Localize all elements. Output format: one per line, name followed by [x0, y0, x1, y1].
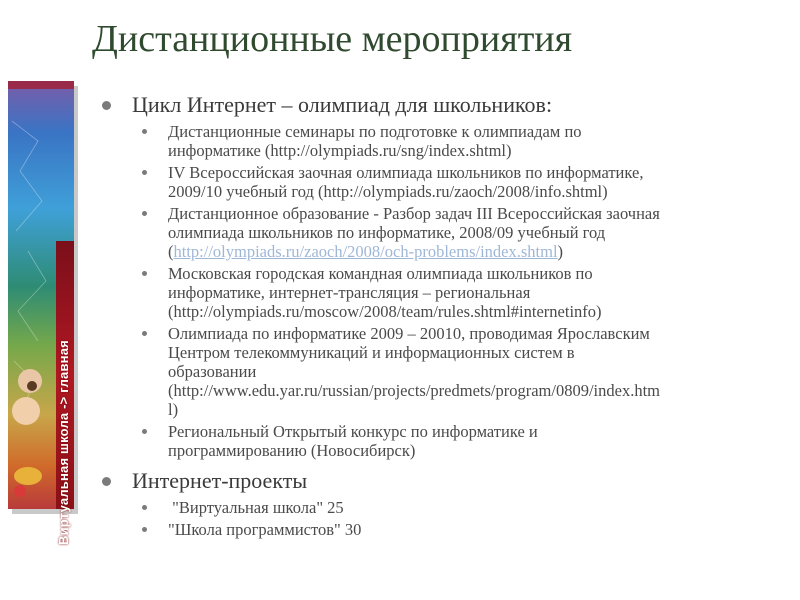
list-item: "Виртуальная школа" 25 — [140, 498, 782, 517]
och-problems-link[interactable]: http://olympiads.ru/zaoch/2008/och-problems/index.shtml — [173, 242, 558, 261]
section-heading: Цикл Интернет – олимпиад для школьников: — [132, 92, 553, 117]
page-title: Дистанционные мероприятия — [92, 18, 573, 60]
list-item: Дистанционные семинары по подготовке к олимпиадам по информатике (http://olympiads.ru/sng/index.shtml) — [140, 122, 782, 160]
olympiads-list — [140, 122, 782, 460]
sub-bullet-icon — [142, 505, 147, 510]
list-item: "Школа программистов" 30 — [140, 520, 782, 539]
banner-caption[interactable]: Виртуальная школа -> главная — [56, 340, 71, 545]
sub-bullet-icon — [142, 271, 147, 276]
list-item: Олимпиада по информатике 2009 – 20010, проводимая Ярославским Центром телекоммуникаций и информационных систем в образовании (http://www.edu.yar.ru/russian/projects/predmets/program/0809/index.htm l) — [140, 324, 782, 419]
projects-list — [140, 498, 782, 539]
section-olympiads — [102, 92, 782, 118]
sub-bullet-icon — [142, 331, 147, 336]
sub-bullet-icon — [142, 170, 147, 175]
list-item: IV Всероссийская заочная олимпиада школьников по информатике, 2009/10 учебный год (http://olympiads.ru/zaoch/2008/info.shtml) — [140, 163, 782, 201]
bullet-icon — [102, 101, 111, 110]
bullet-icon — [102, 477, 111, 486]
sub-bullet-icon — [142, 429, 147, 434]
sub-bullet-icon — [142, 211, 147, 216]
section-heading: Интернет-проекты — [132, 468, 308, 493]
section-internet-projects — [102, 468, 782, 494]
sub-bullet-icon — [142, 129, 147, 134]
virtual-school-banner[interactable] — [8, 81, 74, 545]
sub-bullet-icon — [142, 527, 147, 532]
slide-content — [102, 92, 782, 547]
list-item: Московская городская командная олимпиада школьников по информатике, интернет-трансляция – региональная (http://olympiads.ru/moscow/2008/team/rules.shtml#internetinfo) — [140, 264, 782, 321]
list-item: Региональный Открытый конкурс по информатике и программированию (Новосибирск) — [140, 422, 782, 460]
list-item: Дистанционное образование - Разбор задач III Всероссийская заочная олимпиада школьников по информатике, 2008/09 учебный год (http://olympiads.ru/zaoch/2008/och-problems/index.shtml) — [140, 204, 782, 261]
